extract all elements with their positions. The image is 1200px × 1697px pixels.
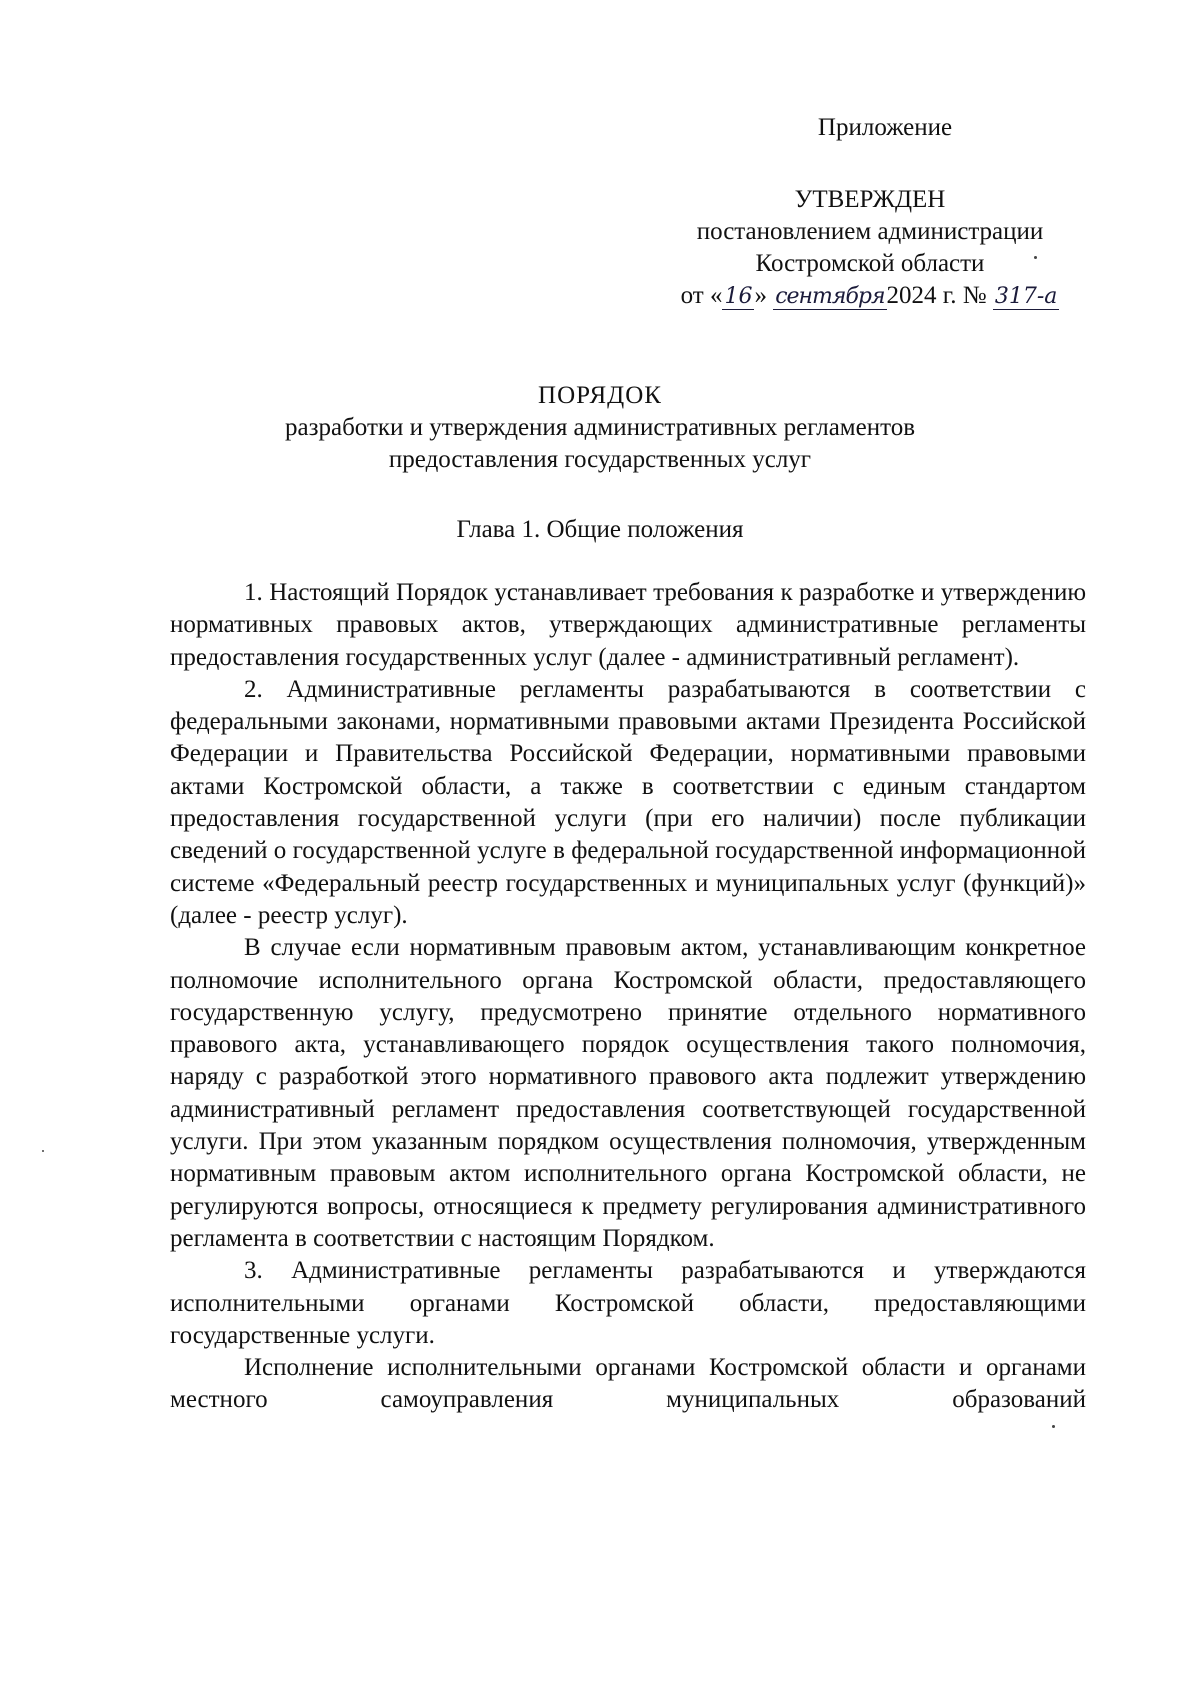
document-subtitle-line-2: предоставления государственных услуг xyxy=(388,446,812,473)
date-prefix: от « xyxy=(680,282,723,309)
scan-speck xyxy=(1052,1425,1055,1428)
paragraph-2: 2. Административные регламенты разрабатываются в соответствии с федеральными законами, нормативными правовыми актами Президента Российской Федерации и Правительства Российской Федерации, нормативными правовыми актами Костромской области, а также в соответствии с единым стандартом предоставления государственной услуги (при его наличии) после публикации сведений о государственной услуге в федеральной государственной информационной системе «Федеральный реестр государственных и муниципальных услуг (функций)» (далее - реестр услуг). xyxy=(170,675,1086,929)
approved-by-line-2: Костромской области xyxy=(755,250,985,277)
document-subtitle-line-1: разработки и утверждения административных регламентов xyxy=(285,414,915,441)
date-mid: » xyxy=(754,282,767,309)
approval-stamp-block xyxy=(650,112,1090,312)
chapter-heading: Глава 1. Общие положения xyxy=(456,516,744,543)
approved-by-line-1: постановлением администрации xyxy=(696,218,1044,245)
paragraph-1: 1. Настоящий Порядок устанавливает требования к разработке и утверждению нормативных правовых актов, утверждающих административные регламенты предоставления государственных услуг (далее - административный регламент). xyxy=(170,579,1086,671)
approved-label: УТВЕРЖДЕН xyxy=(794,186,946,213)
paragraph-4: 3. Административные регламенты разрабатываются и утверждаются исполнительными органами Костромской области, предоставляющими государственные услуги. xyxy=(170,1257,1086,1349)
date-day-handwritten: 16 xyxy=(724,284,753,309)
paragraph-5: Исполнение исполнительными органами Костромской области и органами местного самоуправления муниципальных образований xyxy=(170,1354,1086,1414)
document-title-block xyxy=(0,380,1200,476)
paragraph-3: В случае если нормативным правовым актом, устанавливающим конкретное полномочие исполнительного органа Костромской области, предоставляющего государственную услугу, предусмотрено принятие отдельного нормативного правового акта, устанавливающего порядок осуществления такого полномочия, наряду с разработкой этого нормативного правового акта подлежит утверждению административный регламент предоставления соответствующей государственной услуги. При этом указанным порядком осуществления полномочия, утвержденным нормативным правовым актом исполнительного органа Костромской области, не регулируются вопросы, относящиеся к предмету регулирования административного регламента в соответствии с настоящим Порядком. xyxy=(170,934,1086,1252)
document-title: ПОРЯДОК xyxy=(538,382,662,409)
scan-speck xyxy=(42,1150,44,1152)
date-year: 2024 г. № xyxy=(886,282,987,309)
approval-date-line xyxy=(650,280,1090,312)
date-month-handwritten: сентября xyxy=(775,284,885,309)
document-body xyxy=(170,577,1086,1417)
document-number-handwritten: 317-а xyxy=(994,284,1058,309)
scan-speck xyxy=(1034,256,1037,259)
appendix-label: Приложение xyxy=(817,114,953,141)
